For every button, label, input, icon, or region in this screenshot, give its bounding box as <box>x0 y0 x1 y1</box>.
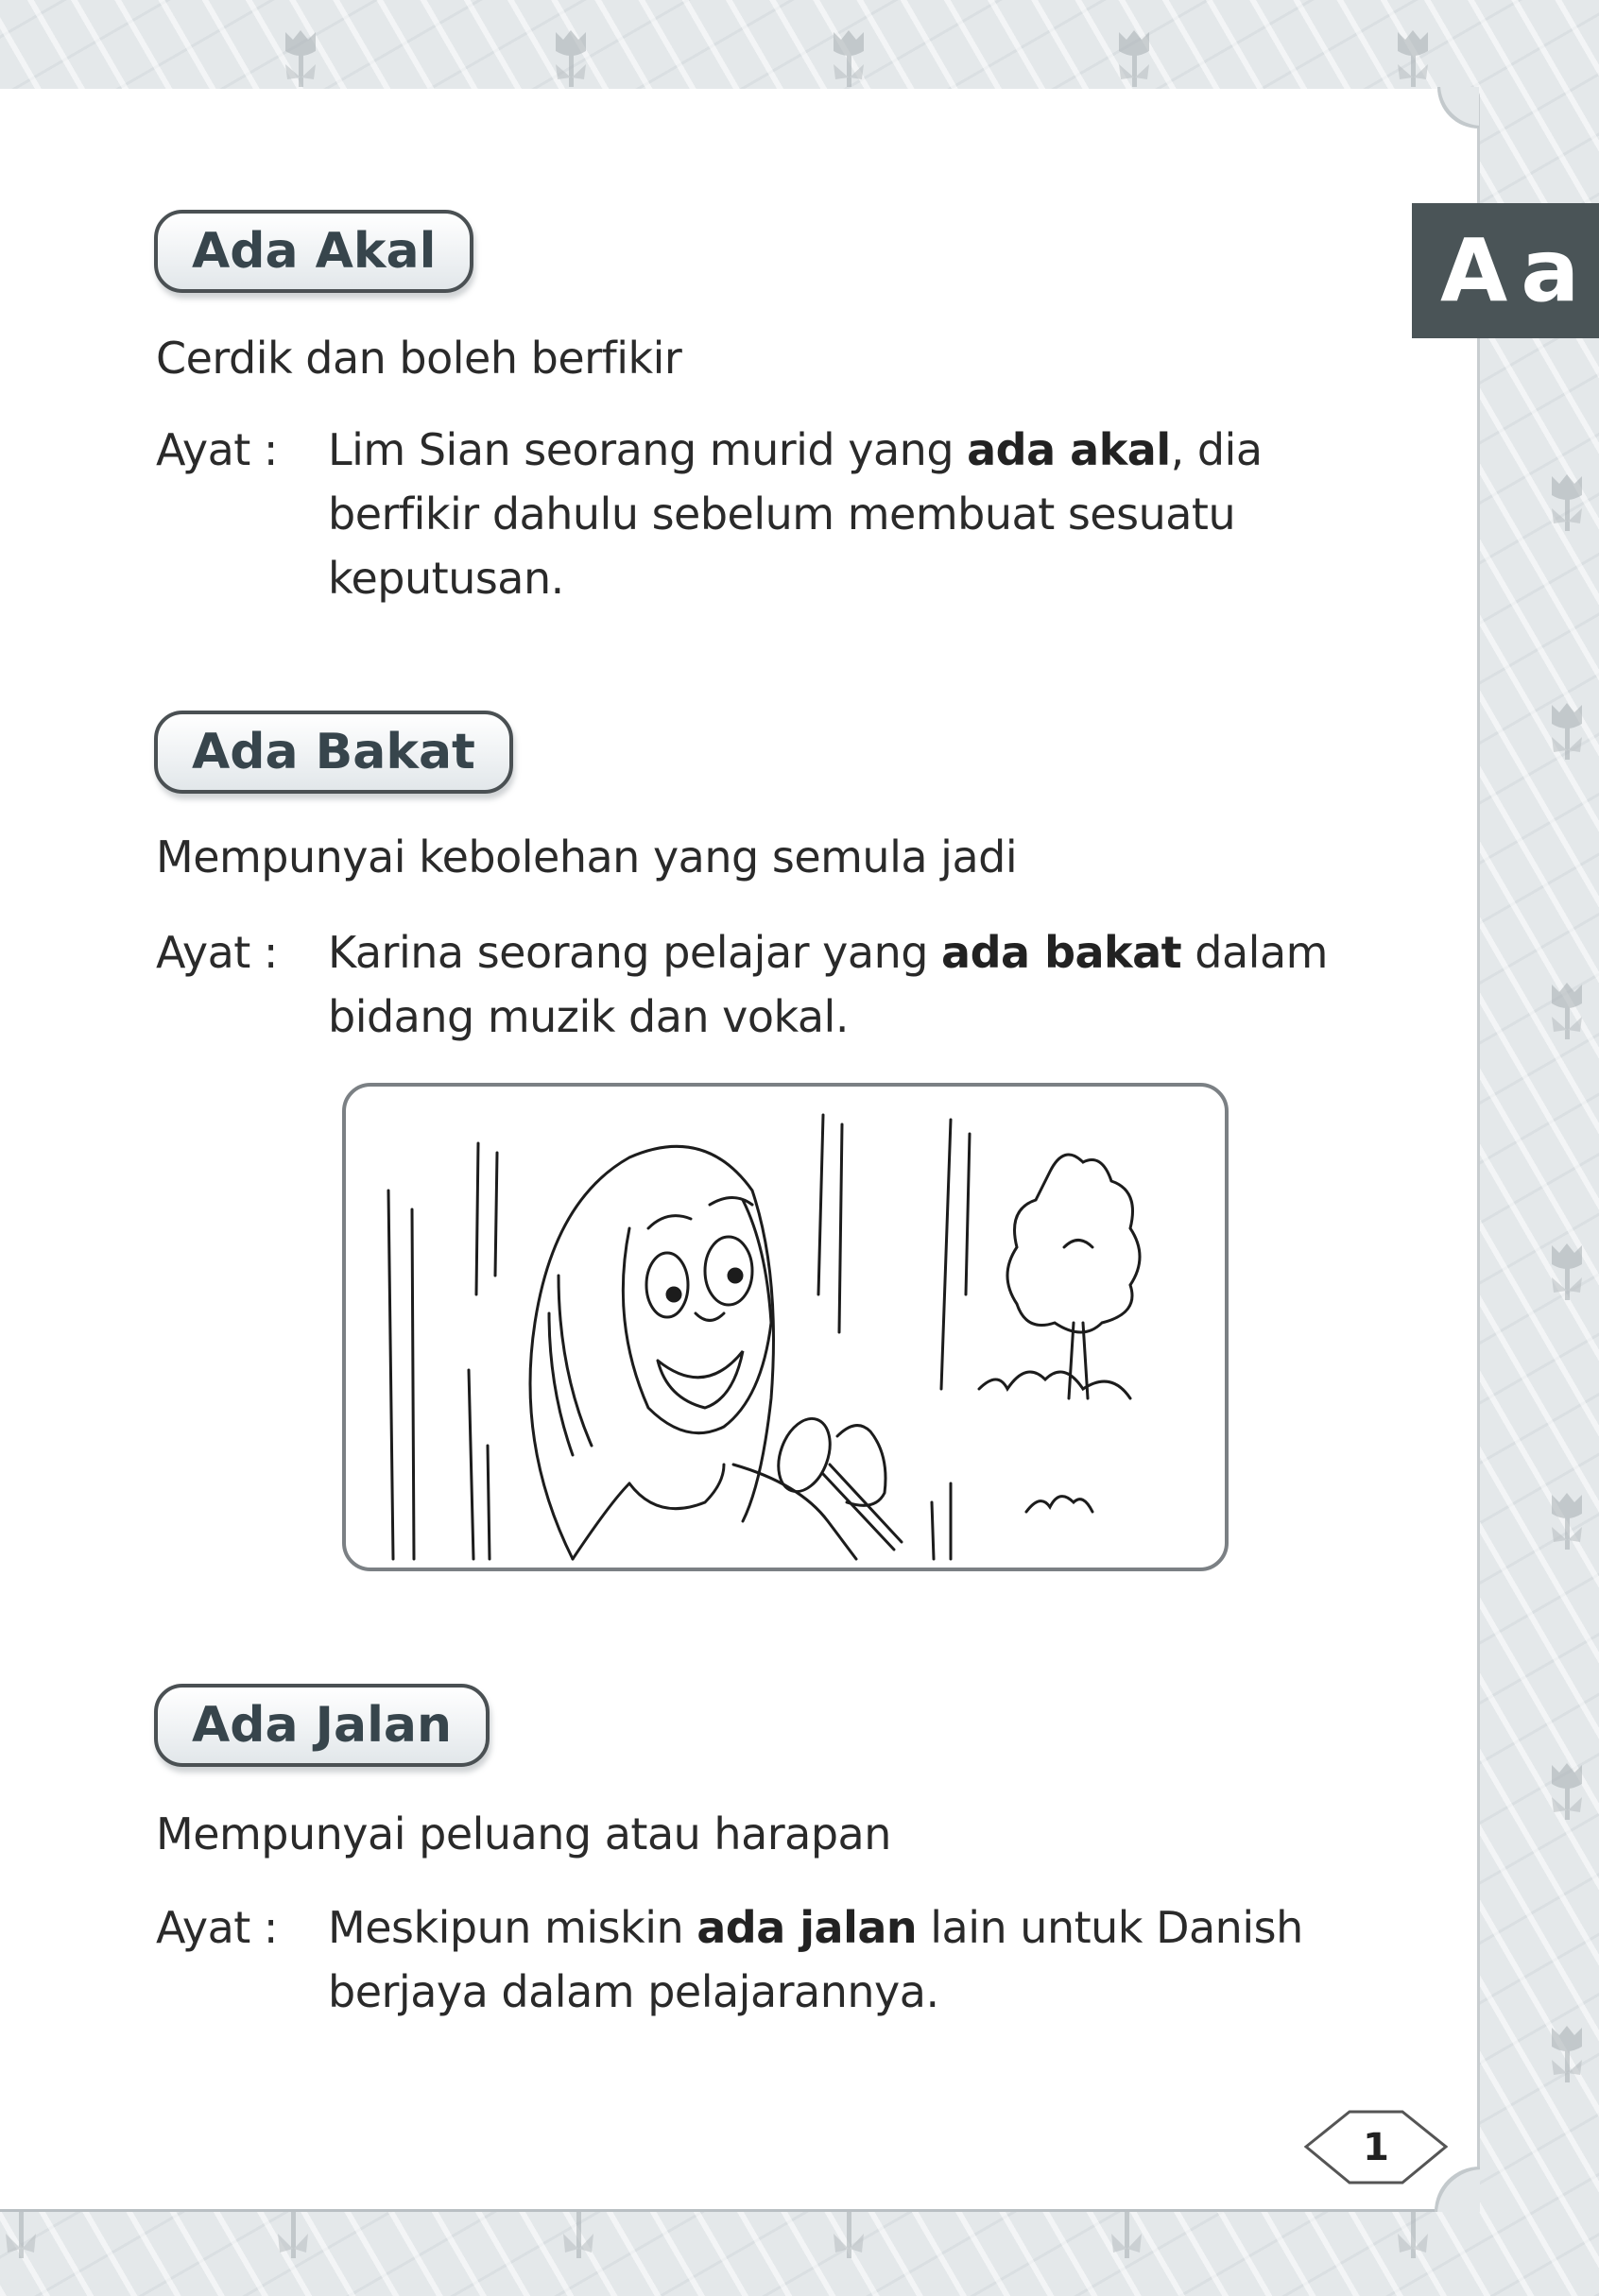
tulip-icon <box>280 28 321 91</box>
tulip-icon <box>1546 981 1588 1043</box>
entry-meaning: Mempunyai kebolehan yang semula jadi <box>156 831 1018 882</box>
girl-singing-illustration <box>346 1087 1225 1568</box>
letter-index-tab: Aa <box>1412 203 1599 338</box>
page-number-badge <box>1304 2110 1448 2185</box>
tulip-icon <box>1546 2024 1588 2086</box>
entry-title-ada-jalan: Ada Jalan <box>154 1684 490 1767</box>
tulip-icon <box>828 28 869 91</box>
tulip-icon <box>1546 1761 1588 1824</box>
tulip-icon <box>828 2211 869 2273</box>
example-label: Ayat : <box>156 1902 278 1953</box>
entry-title-ada-bakat: Ada Bakat <box>154 711 513 794</box>
entry-meaning: Mempunyai peluang atau harapan <box>156 1808 891 1859</box>
tulip-icon <box>1546 472 1588 535</box>
example-sentence <box>328 1895 1405 2024</box>
tulip-icon <box>272 2211 314 2273</box>
example-text: dalam bidang muzik dan vokal. <box>328 927 1328 1042</box>
example-text: Lim Sian seorang murid yang <box>328 424 968 475</box>
tulip-icon <box>0 2211 42 2273</box>
example-keyword: ada bakat <box>941 927 1182 978</box>
example-text: Karina seorang pelajar yang <box>328 927 942 978</box>
example-sentence <box>328 418 1405 610</box>
example-text: lain untuk Danish berjaya dalam pelajarannya. <box>328 1902 1303 2017</box>
tulip-icon <box>558 2211 599 2273</box>
example-label: Ayat : <box>156 927 278 978</box>
example-text: Meskipun miskin <box>328 1902 697 1953</box>
tulip-icon <box>1392 2211 1434 2273</box>
page-number: 1 <box>1363 2125 1389 2169</box>
entry-title-ada-akal: Ada Akal <box>154 210 473 293</box>
tulip-icon <box>1106 2211 1147 2273</box>
tulip-icon <box>1546 1491 1588 1553</box>
example-keyword: ada akal <box>967 424 1171 475</box>
tulip-icon <box>1546 1242 1588 1304</box>
example-keyword: ada jalan <box>696 1902 918 1953</box>
tulip-icon <box>1113 28 1155 91</box>
example-sentence <box>328 920 1405 1049</box>
example-text: , dia berfikir dahulu sebelum membuat sesuatu keputusan. <box>328 424 1263 604</box>
example-label: Ayat : <box>156 424 278 475</box>
illustration-girl-singing <box>342 1083 1229 1571</box>
tulip-icon <box>1392 28 1434 91</box>
tulip-icon <box>1546 701 1588 763</box>
entry-meaning: Cerdik dan boleh berfikir <box>156 333 682 384</box>
tulip-icon <box>550 28 592 91</box>
